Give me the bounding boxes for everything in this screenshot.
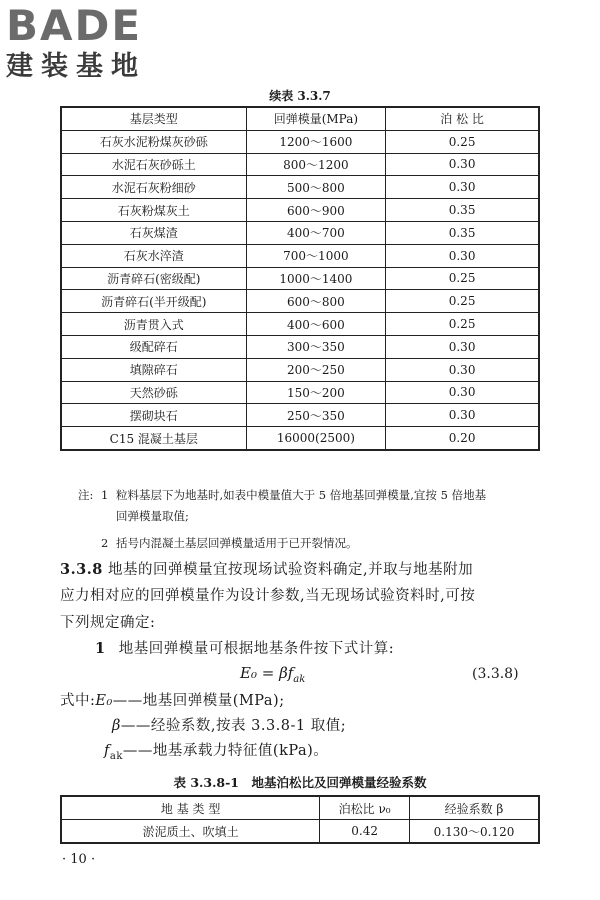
table-cell: 沥青碎石(半开级配) xyxy=(61,290,246,313)
section-number: 3.3.8 xyxy=(60,561,103,578)
def3-text: ——地基承载力特征值(kPa)。 xyxy=(122,743,329,759)
note1-line1: 粒料基层下为地基时,如表中模量值大于 5 倍地基回弹模量,宜按 5 倍地基 xyxy=(116,488,487,502)
table-cell: 800～1200 xyxy=(246,153,386,176)
header-poisson-ratio: 泊松比 ν₀ xyxy=(320,796,410,820)
logo-brand: BADE xyxy=(6,1,143,50)
table-cell: 0.30 xyxy=(386,404,539,427)
table-cell: 1200～1600 xyxy=(246,130,386,153)
table-cell: 石灰煤渣 xyxy=(61,221,246,244)
table-cell: 500～800 xyxy=(246,176,386,199)
table-row xyxy=(61,130,539,153)
table-cell: 150～200 xyxy=(246,381,386,404)
table-cell: 16000(2500) xyxy=(246,427,386,450)
def2-symbol: β xyxy=(112,718,121,734)
table-cell: 石灰水泥粉煤灰砂砾 xyxy=(61,130,246,153)
table-cell: 0.30 xyxy=(386,335,539,358)
note2-number: 2 xyxy=(101,536,109,550)
page-number: · 10 · xyxy=(62,852,96,867)
section-3-3-8-line1 xyxy=(60,557,550,583)
table-header-row xyxy=(61,107,539,130)
table-cell: 0.35 xyxy=(386,199,539,222)
table-cell: 填隙碎石 xyxy=(61,358,246,381)
table-cell: 300～350 xyxy=(246,335,386,358)
definition-1 xyxy=(60,689,550,714)
table-cell: 0.25 xyxy=(386,130,539,153)
table-cell: 400～700 xyxy=(246,221,386,244)
table-row xyxy=(61,404,539,427)
table-row xyxy=(61,820,539,844)
table-row xyxy=(61,381,539,404)
note2-text: 括号内混凝土基层回弹模量适用于已开裂情况。 xyxy=(116,536,358,550)
table-cell: 石灰水淬渣 xyxy=(61,244,246,267)
def2-text: ——经验系数,按表 3.3.8-1 取值; xyxy=(120,718,347,734)
table-cell: 天然砂砾 xyxy=(61,381,246,404)
table-cell: 1000～1400 xyxy=(246,267,386,290)
equation-number: (3.3.8) xyxy=(472,666,519,682)
table-row xyxy=(61,290,539,313)
table-cell: 水泥石灰粉细砂 xyxy=(61,176,246,199)
header-modulus: 回弹模量(MPa) xyxy=(246,107,386,130)
note1-number: 1 xyxy=(101,488,109,502)
header-poisson: 泊 松 比 xyxy=(386,107,539,130)
item1-number: 1 xyxy=(95,640,106,657)
table-cell: 石灰粉煤灰土 xyxy=(61,199,246,222)
table2-caption: 表 3.3.8-1 地基泊松比及回弹模量经验系数 xyxy=(173,775,427,790)
def3-symbol: f xyxy=(104,743,110,759)
table-row xyxy=(61,427,539,450)
table-cell: 0.42 xyxy=(320,820,410,844)
item1-line xyxy=(95,636,555,662)
table-row xyxy=(61,199,539,222)
table-cell: 700～1000 xyxy=(246,244,386,267)
definition-3 xyxy=(104,739,544,769)
note-prefix: 注: xyxy=(78,488,94,502)
table-cell: 0.25 xyxy=(386,267,539,290)
table-cell: 0.30 xyxy=(386,244,539,267)
table-row xyxy=(61,267,539,290)
table-cell: 0.20 xyxy=(386,427,539,450)
poisson-coefficient-table xyxy=(60,795,540,844)
table-row xyxy=(61,358,539,381)
table-row xyxy=(61,176,539,199)
def1-text: ——地基回弹模量(MPa); xyxy=(112,693,285,709)
table-cell: 沥青碎石(密级配) xyxy=(61,267,246,290)
def1-symbol: E₀ xyxy=(95,693,113,709)
table-cell: C15 混凝土基层 xyxy=(61,427,246,450)
table-cell: 600～900 xyxy=(246,199,386,222)
where-prefix: 式中: xyxy=(60,693,96,709)
table-caption: 续表 3.3.7 xyxy=(269,89,331,103)
section-text-2: 应力相对应的回弹模量作为设计参数,当无现场试验资料时,可按 xyxy=(60,588,476,604)
logo xyxy=(6,1,146,82)
table-cell: 0.30 xyxy=(386,153,539,176)
formula-subscript: ak xyxy=(293,674,306,685)
table-row xyxy=(61,313,539,336)
modulus-table xyxy=(60,106,540,451)
table-cell: 250～350 xyxy=(246,404,386,427)
item1-text: 地基回弹模量可根据地基条件按下式计算: xyxy=(118,641,395,657)
header-subgrade-type: 地 基 类 型 xyxy=(61,796,320,820)
table-cell: 400～600 xyxy=(246,313,386,336)
section-text-1: 地基的回弹模量宜按现场试验资料确定,并取与地基附加 xyxy=(107,562,474,578)
table-cell: 0.30 xyxy=(386,358,539,381)
table2-header-row xyxy=(61,796,539,820)
table-row xyxy=(61,221,539,244)
table-cell: 0.25 xyxy=(386,313,539,336)
table-cell: 沥青贯入式 xyxy=(61,313,246,336)
table-cell: 水泥石灰砂砾土 xyxy=(61,153,246,176)
table-cell: 0.130～0.120 xyxy=(409,820,539,844)
table-cell: 0.35 xyxy=(386,221,539,244)
header-base-type: 基层类型 xyxy=(61,107,246,130)
definition-2 xyxy=(112,714,552,739)
header-coefficient: 经验系数 β xyxy=(409,796,539,820)
table-cell: 0.25 xyxy=(386,290,539,313)
table-cell: 摆砌块石 xyxy=(61,404,246,427)
table-row xyxy=(61,335,539,358)
section-text-3: 下列规定确定: xyxy=(60,615,156,631)
table-cell: 200～250 xyxy=(246,358,386,381)
table-row xyxy=(61,244,539,267)
def3-subscript: ak xyxy=(109,750,123,762)
table-cell: 级配碎石 xyxy=(61,335,246,358)
table-cell: 0.30 xyxy=(386,381,539,404)
formula: $E_0 = \beta f_{ak}$ xyxy=(240,664,306,685)
table-cell: 600～800 xyxy=(246,290,386,313)
table-cell: 0.30 xyxy=(386,176,539,199)
table-row xyxy=(61,153,539,176)
logo-subtitle: 建装基地 xyxy=(6,51,146,82)
note1-line2: 回弹模量取值; xyxy=(116,509,189,523)
table-cell: 淤泥质土、吹填土 xyxy=(61,820,320,844)
